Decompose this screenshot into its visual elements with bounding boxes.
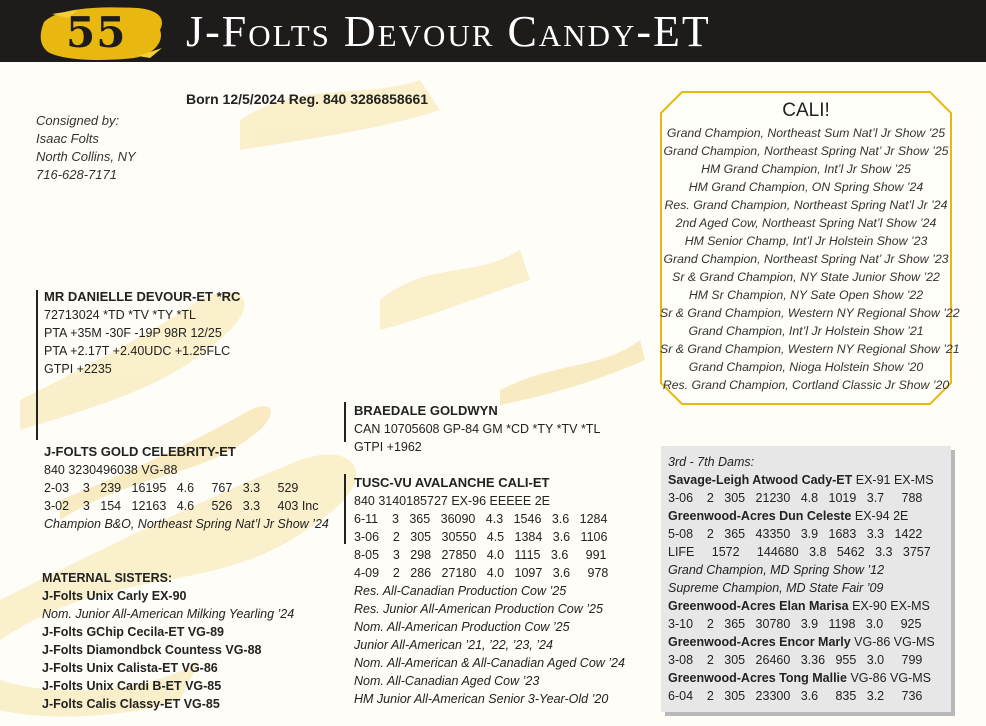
dam-entry-name: Savage-Leigh Atwood Cady-ET xyxy=(668,473,853,487)
dam-entry xyxy=(668,669,935,687)
sire-line: 72713024 *TD *TV *TY *TL xyxy=(44,308,196,322)
dam-entry-record: LIFE 1572 144680 3.8 5462 3.3 3757 xyxy=(668,545,931,559)
sire-line: PTA +2.17T +2.40UDC +1.25FLC xyxy=(44,344,231,358)
cali-honor: HM Senior Champ, Int’l Jr Holstein Show ’23 xyxy=(684,234,928,248)
dam-entry-record: 3-06 2 305 21230 4.8 1019 3.7 788 xyxy=(668,491,923,505)
consignor-location: North Collins, NY xyxy=(36,149,136,164)
grand-dam-award: Junior All-American ’21, ’22, ’23, ’24 xyxy=(354,638,553,652)
dam-entry-note: Supreme Champion, MD State Fair ’09 xyxy=(668,581,884,595)
dam-entry-name: Greenwood-Acres Tong Mallie xyxy=(668,671,847,685)
sister-name: J-Folts Unix Carly EX-90 xyxy=(42,589,187,603)
cali-honor: Grand Champion, Nioga Holstein Show ’20 xyxy=(688,360,924,374)
sister-note: Nom. Junior All-American Milking Yearling ’24 xyxy=(42,607,295,621)
grand-dam-block xyxy=(354,474,625,708)
pedigree-line-damsire xyxy=(344,402,346,442)
dam-entry xyxy=(668,597,935,615)
sister-name: J-Folts Unix Cardi B-ET VG-85 xyxy=(42,679,222,693)
pedigree-line-granddam xyxy=(344,474,346,544)
grand-dam-award: Nom. All-American & All-Canadian Aged Cow ’24 xyxy=(354,656,625,670)
maternal-sisters-heading: MATERNAL SISTERS: xyxy=(42,571,173,585)
dam-sire-line: GTPI +1962 xyxy=(354,440,422,454)
lot-number: 55 xyxy=(66,8,127,57)
dam-registration: 840 3230496038 VG-88 xyxy=(44,463,178,477)
cali-title: CALI! xyxy=(782,100,830,121)
grand-dam-award: HM Junior All-American Senior 3-Year-Old ’20 xyxy=(354,692,609,706)
dams-list xyxy=(668,453,935,705)
born-registration-line: Born 12/5/2024 Reg. 840 3286858661 xyxy=(186,91,429,107)
cali-honor: Sr & Grand Champion, NY State Junior Show ’22 xyxy=(672,270,940,284)
dam-entry-class: VG-86 VG-MS xyxy=(850,635,935,649)
dam-block xyxy=(44,443,329,533)
sister-name: J-Folts Diamondbck Countess VG-88 xyxy=(42,643,262,657)
cali-honors xyxy=(660,100,960,394)
cali-honor: 2nd Aged Cow, Northeast Spring Nat’l Show ’24 xyxy=(675,216,937,230)
grand-dam-record-row: 4-09 2 286 27180 4.0 1097 3.6 978 xyxy=(354,566,609,580)
dam-entry-class: EX-94 2E xyxy=(851,509,909,523)
sister-name: J-Folts GChip Cecila-ET VG-89 xyxy=(42,625,224,639)
grand-dam-record-row: 8-05 3 298 27850 4.0 1115 3.6 991 xyxy=(354,548,607,562)
cali-honor: Grand Champion, Northeast Sum Nat’l Jr Show ’25 xyxy=(666,126,946,140)
dam-record-row: 3-02 3 154 12163 4.6 526 3.3 403 Inc xyxy=(44,499,319,513)
cali-honor: Sr & Grand Champion, Western NY Regional Show ’21 xyxy=(660,342,960,356)
dam-entry-note: Grand Champion, MD Spring Show ’12 xyxy=(668,563,885,577)
grand-dam-name: TUSC-VU AVALANCHE CALI-ET xyxy=(354,475,550,490)
dam-entry-name: Greenwood-Acres Encor Marly xyxy=(668,635,851,649)
cali-honor: HM Grand Champion, Int’l Jr Show ’25 xyxy=(701,162,911,176)
cali-honor: Sr & Grand Champion, Western NY Regional Show ’22 xyxy=(660,306,960,320)
dam-name: J-FOLTS GOLD CELEBRITY-ET xyxy=(44,444,236,459)
dam-sire-line: CAN 10705608 GP-84 GM *CD *TY *TV *TL xyxy=(354,422,601,436)
sire-line: PTA +35M -30F -19P 98R 12/25 xyxy=(44,326,222,340)
cali-honor: Grand Champion, Int’l Jr Holstein Show ’21 xyxy=(688,324,924,338)
dam-entry xyxy=(668,633,935,651)
grand-dam-record-row: 3-06 2 305 30550 4.5 1384 3.6 1106 xyxy=(354,530,608,544)
cali-honor: Res. Grand Champion, Cortland Classic Jr Show ’20 xyxy=(662,378,950,392)
dam-sire-name: BRAEDALE GOLDWYN xyxy=(354,403,498,418)
dam-entry-class: VG-86 VG-MS xyxy=(846,671,932,685)
consignor-name: Isaac Folts xyxy=(36,131,99,146)
dam-entry-record: 6-04 2 305 23300 3.6 835 3.2 736 xyxy=(668,689,923,703)
consigned-label: Consigned by: xyxy=(36,113,120,128)
dam-entry-class: EX-91 EX-MS xyxy=(852,473,934,487)
grand-dam-award: Res. All-Canadian Production Cow ’25 xyxy=(354,584,567,598)
cali-honor: HM Sr Champion, NY Sate Open Show ’22 xyxy=(688,288,924,302)
sire-line: GTPI +2235 xyxy=(44,362,112,376)
cali-honor: HM Grand Champion, ON Spring Show ’24 xyxy=(688,180,924,194)
maternal-sisters-block xyxy=(42,569,294,713)
cali-honor: Grand Champion, Northeast Spring Nat’ Jr Show ’25 xyxy=(663,144,949,158)
dam-entry-record: 3-10 2 365 30780 3.9 1198 3.0 925 xyxy=(668,617,922,631)
consigned-by-block xyxy=(36,112,136,184)
dams-heading: 3rd - 7th Dams: xyxy=(668,455,755,469)
pedigree-line-sire xyxy=(36,290,38,440)
dam-entry-record: 5-08 2 365 43350 3.9 1683 3.3 1422 xyxy=(668,527,923,541)
grand-dam-award: Res. Junior All-American Production Cow ’25 xyxy=(354,602,603,616)
dam-sire-block xyxy=(354,402,600,456)
grand-dam-registration: 840 3140185727 EX-96 EEEEE 2E xyxy=(354,494,550,508)
grand-dam-record-row: 6-11 3 365 36090 4.3 1546 3.6 1284 xyxy=(354,512,608,526)
sire-name: MR DANIELLE DEVOUR-ET *RC xyxy=(44,289,241,304)
sister-name: J-Folts Calis Classy-ET VG-85 xyxy=(42,697,220,711)
grand-dam-award: Nom. All-American Production Cow ’25 xyxy=(354,620,570,634)
cali-honor: Grand Champion, Northeast Spring Nat’ Jr Show ’23 xyxy=(663,252,949,266)
dam-record-row: 2-03 3 239 16195 4.6 767 3.3 529 xyxy=(44,481,299,495)
consignor-phone: 716-628-7171 xyxy=(36,167,117,182)
dam-entry-class: EX-90 EX-MS xyxy=(848,599,930,613)
cali-honor: Res. Grand Champion, Northeast Spring Nat’l Jr ’24 xyxy=(664,198,948,212)
dam-entry-record: 3-08 2 305 26460 3.36 955 3.0 799 xyxy=(668,653,923,667)
dam-entry xyxy=(668,471,935,489)
grand-dam-award: Nom. All-Canadian Aged Cow ’23 xyxy=(354,674,540,688)
dam-entry-name: Greenwood-Acres Elan Marisa xyxy=(668,599,849,613)
sister-name: J-Folts Unix Calista-ET VG-86 xyxy=(42,661,218,675)
dam-entry-name: Greenwood-Acres Dun Celeste xyxy=(668,509,852,523)
dam-award: Champion B&O, Northeast Spring Nat’l Jr Show ’24 xyxy=(44,517,329,531)
animal-title: J-Folts Devour Candy-ET xyxy=(186,7,711,56)
dam-entry xyxy=(668,507,935,525)
sire-block xyxy=(44,288,240,378)
